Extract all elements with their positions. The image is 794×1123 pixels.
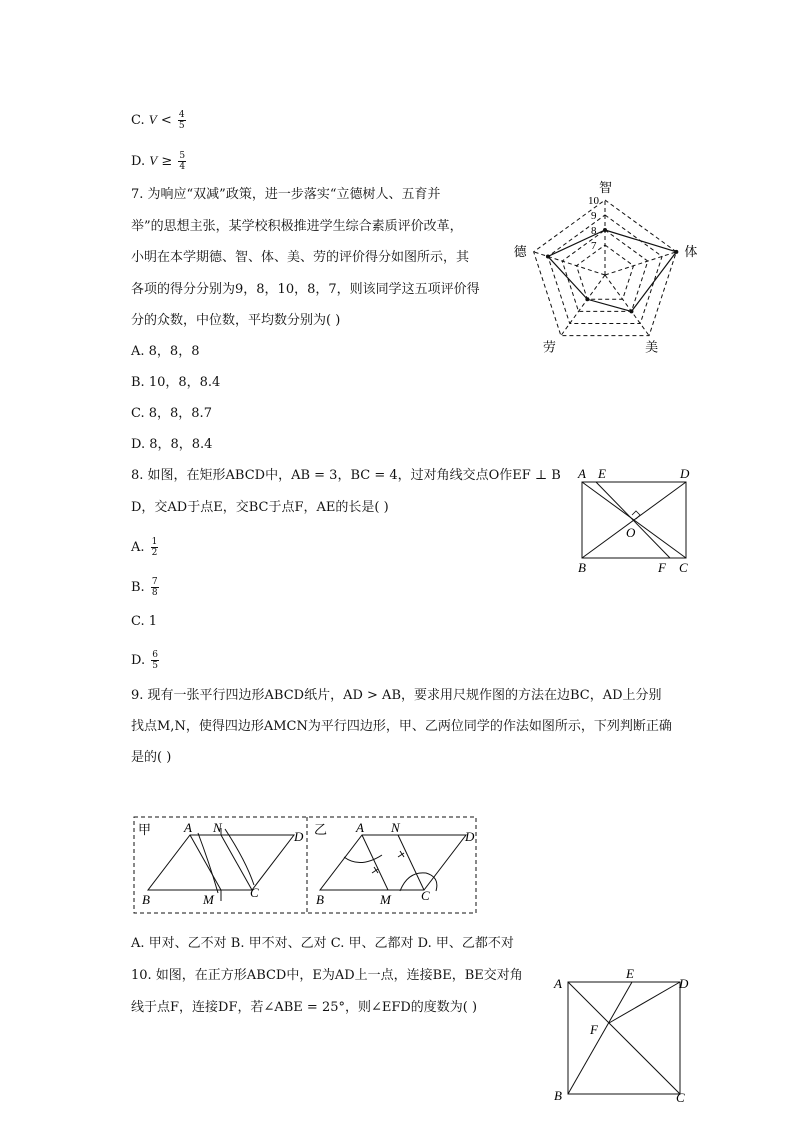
axis-label-4: 德	[513, 243, 527, 259]
q7-option-c[interactable]: C. 8，8，8.7	[131, 406, 212, 421]
score-point-1	[674, 250, 678, 254]
axis-label-3: 劳	[542, 339, 556, 355]
right-angle-mark	[632, 511, 640, 519]
label-jia: 甲	[138, 822, 152, 837]
segment-ef	[596, 482, 670, 558]
parallelogram-yi	[320, 835, 466, 890]
q8-option-d[interactable]: D. $\frac{6}{5}$	[131, 650, 158, 671]
label-a: A	[554, 976, 562, 991]
q7-option-d[interactable]: D. 8，8，8.4	[131, 437, 213, 452]
label-m-yi: M	[380, 892, 391, 907]
label-e: E	[626, 966, 634, 981]
q7-option-b[interactable]: B. 10，8，8.4	[131, 375, 221, 390]
grid-level-8	[562, 230, 648, 311]
q7-option-a[interactable]: A. 8，8，8	[131, 344, 200, 359]
score-point-0	[603, 228, 607, 232]
label-d-yi: D	[465, 829, 475, 844]
q8-option-c[interactable]: C. 1	[131, 614, 158, 629]
q6-option-c[interactable]: C. V < $\frac{4}{5}$	[131, 110, 185, 131]
label-e: E	[598, 466, 606, 481]
fraction: $\frac{1}{2}$	[151, 537, 158, 558]
q10-stem-line-2: 线于点F，连接DF，若∠ABE = 25°，则∠EFD的度数为( )	[131, 1000, 478, 1015]
label-yi: 乙	[314, 822, 328, 837]
axis-label-1: 体	[684, 243, 698, 259]
level-label-7: 7	[591, 240, 597, 252]
q9-stem-line-2: 找点M,N，使得四边形AMCN为平行四边形，甲、乙两位同学的作法如图所示，下列判断正确	[131, 719, 672, 734]
q8-stem-line-1: 8. 如图，在矩形ABCD中，AB = 3，BC = 4，过对角线交点O作EF ⊥ B	[131, 468, 561, 483]
label-n-yi: N	[391, 820, 400, 835]
q8-rectangle-figure	[570, 462, 700, 577]
label-b: B	[578, 560, 586, 575]
label-a-yi: A	[356, 820, 364, 835]
label-b: B	[554, 1088, 562, 1103]
q9-stem-line-1: 9. 现有一张平行四边形ABCD纸片，AD > AB，要求用尺规作图的方法在边BC，AD上分别	[131, 688, 662, 703]
fraction: $\frac{6}{5}$	[152, 650, 158, 671]
q7-stem-line-3: 小明在本学期德、智、体、美、劳的评价得分如图所示，其	[131, 250, 470, 265]
label-d-jia: D	[294, 829, 304, 844]
label-o: O	[626, 525, 636, 540]
q9-options[interactable]: A. 甲对、乙不对 B. 甲不对、乙对 C. 甲、乙都对 D. 甲、乙都不对	[131, 936, 514, 951]
label-m-jia: M	[203, 892, 214, 907]
fraction: $\frac{7}{8}$	[151, 577, 158, 598]
q8-option-b[interactable]: B. $\frac{7}{8}$	[131, 577, 158, 598]
label-d: D	[679, 976, 689, 991]
level-label-10: 10	[588, 195, 599, 207]
level-label-8: 8	[591, 225, 597, 237]
label-b-jia: B	[142, 892, 150, 907]
label-f: F	[590, 1022, 598, 1037]
radar-chart	[500, 180, 720, 365]
q8-stem-line-2: D，交AD于点E，交BC于点F，AE的长是( )	[131, 500, 389, 515]
parallelogram-jia	[148, 835, 294, 890]
q10-stem-line-1: 10. 如图，在正方形ABCD中，E为AD上一点，连接BE，BE交对角	[131, 968, 523, 983]
q6-option-d[interactable]: D. V ≥ $\frac{5}{4}$	[131, 151, 186, 172]
label-a: A	[578, 466, 586, 481]
q7-stem-line-5: 分的众数，中位数，平均数分别为( )	[131, 313, 341, 328]
axis-label-0: 智	[599, 180, 613, 195]
label-f: F	[658, 560, 666, 575]
segment-be	[568, 982, 632, 1094]
label-c: C	[676, 1090, 685, 1105]
diagonal-ac	[568, 982, 680, 1094]
label-b-yi: B	[316, 892, 324, 907]
q9-construction-figure	[132, 815, 478, 915]
segment-df	[609, 982, 680, 1023]
q9-stem-line-3: 是的( )	[131, 750, 172, 765]
label-a-jia: A	[184, 820, 192, 835]
fraction: $\frac{5}{4}$	[179, 151, 186, 172]
q8-option-a[interactable]: A. $\frac{1}{2}$	[131, 537, 158, 558]
score-point-2	[629, 309, 633, 313]
label-c-yi: C	[421, 888, 430, 903]
score-point-4	[546, 254, 550, 258]
q7-stem-line-1: 7. 为响应“双减”政策，进一步落实“立德树人、五育并	[131, 187, 441, 202]
q7-stem-line-2: 举”的思想主张，某学校积极推进学生综合素质评价改革，	[131, 219, 463, 234]
level-label-9: 9	[591, 210, 597, 222]
label-c: C	[679, 560, 688, 575]
q10-square-figure	[552, 968, 692, 1108]
label-d: D	[680, 466, 690, 481]
label-n-jia: N	[213, 820, 222, 835]
label-c-jia: C	[250, 885, 259, 900]
q7-stem-line-4: 各项的得分分别为9，8，10，8，7，则该同学这五项评价得	[131, 282, 480, 297]
score-point-3	[585, 297, 589, 301]
fraction: $\frac{4}{5}$	[178, 110, 185, 131]
axis-label-2: 美	[645, 339, 659, 355]
